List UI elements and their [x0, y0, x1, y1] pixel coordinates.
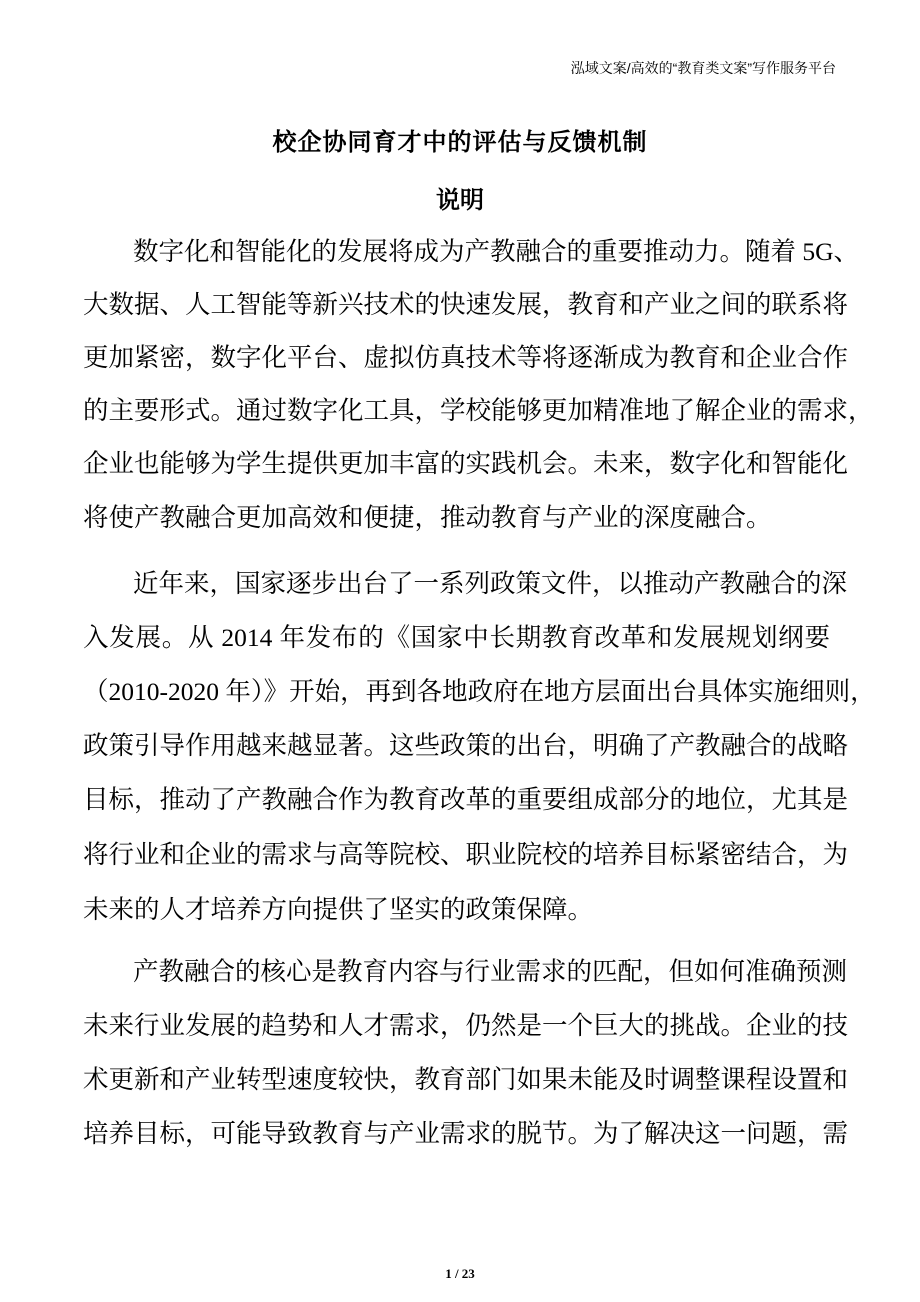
document-title: 校企协同育才中的评估与反馈机制: [272, 129, 648, 156]
paragraph-line: （2010-2020 年）》开始，再到各地政府在地方层面出台具体实施细则，: [83, 677, 876, 706]
paragraph-line: 培养目标，可能导致教育与产业需求的脱节。为了解决这一问题，需: [83, 1119, 849, 1148]
page-number: 1 / 23: [445, 1266, 475, 1281]
paragraph-line: 未来的人才培养方向提供了坚实的政策保障。: [83, 895, 594, 924]
paragraph-line: 将使产教融合更加高效和便捷，推动教育与产业的深度融合。: [83, 503, 772, 532]
paragraph-line: 政策引导作用越来越显著。这些政策的出台，明确了产教融合的战略: [83, 731, 849, 760]
page-header: 泓域文案/高效的“教育类文案”写作服务平台: [570, 60, 836, 76]
paragraph-line: 产教融合的核心是教育内容与行业需求的匹配，但如何准确预测: [133, 957, 848, 986]
paragraph-line: 大数据、人工智能等新兴技术的快速发展，教育和产业之间的联系将: [83, 290, 849, 319]
paragraph-line: 入发展。从 2014 年发布的《国家中长期教育改革和发展规划纲要: [83, 623, 830, 652]
paragraph-line: 未来行业发展的趋势和人才需求，仍然是一个巨大的挑战。企业的技: [83, 1011, 849, 1040]
paragraph-line: 数字化和智能化的发展将成为产教融合的重要推动力。随着 5G、: [133, 237, 860, 266]
section-heading: 说明: [436, 187, 484, 214]
paragraph-line: 近年来，国家逐步出台了一系列政策文件，以推动产教融合的深: [133, 569, 848, 598]
paragraph-line: 更加紧密，数字化平台、虚拟仿真技术等将逐渐成为教育和企业合作: [83, 343, 849, 372]
paragraph-line: 目标，推动了产教融合作为教育改革的重要组成部分的地位，尤其是: [83, 785, 849, 814]
paragraph-line: 将行业和企业的需求与高等院校、职业院校的培养目标紧密结合，为: [83, 840, 849, 869]
paragraph-line: 的主要形式。通过数字化工具，学校能够更加精准地了解企业的需求，: [83, 396, 874, 425]
paragraph-line: 术更新和产业转型速度较快，教育部门如果未能及时调整课程设置和: [83, 1065, 849, 1094]
paragraph-line: 企业也能够为学生提供更加丰富的实践机会。未来，数字化和智能化: [83, 449, 849, 478]
